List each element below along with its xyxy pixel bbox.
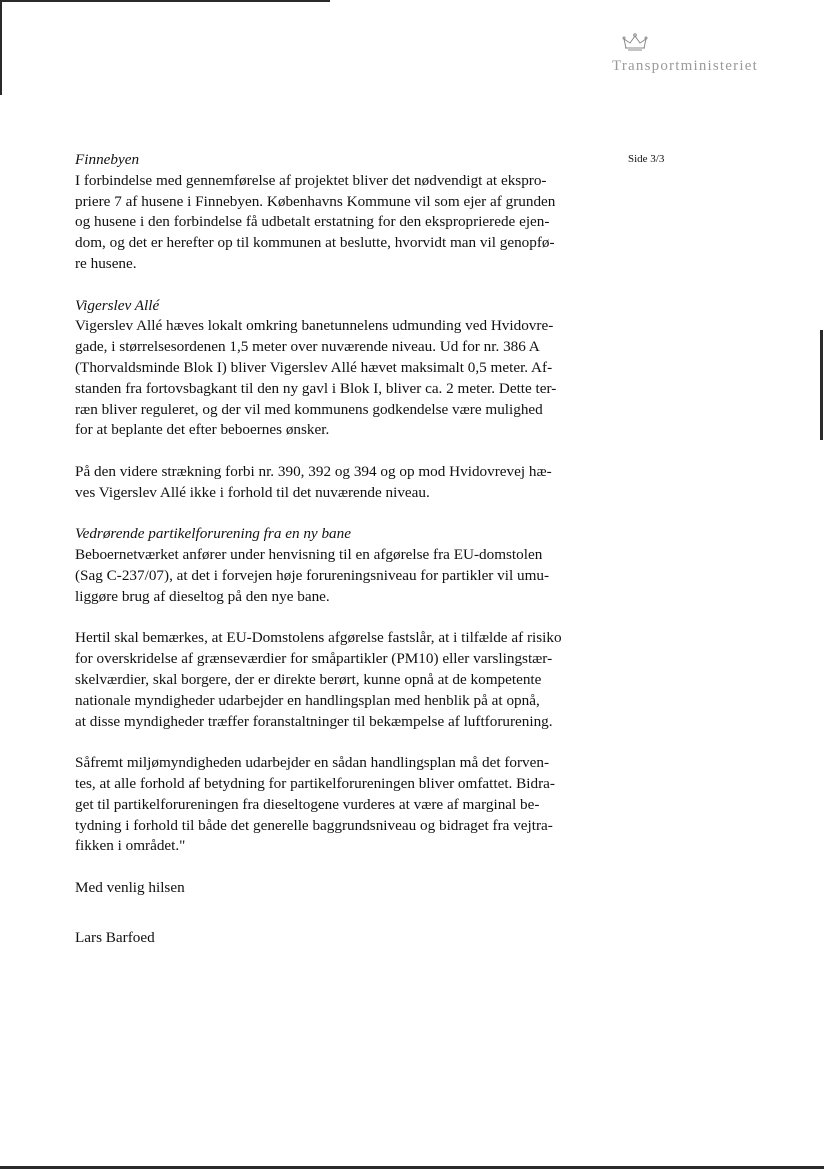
text-line: I forbindelse med gennemførelse af projektet bliver det nødvendigt at ekspro-	[75, 171, 547, 189]
text-line: nationale myndigheder udarbejder en handlingsplan med henblik på at opnå,	[75, 691, 540, 709]
text-line: get til partikelforureningen fra dieseltogene vurderes at være af marginal be-	[75, 795, 540, 813]
text-line: tes, at alle forhold af betydning for partikelforureningen bliver omfattet. Bidra-	[75, 774, 555, 792]
paragraph	[75, 462, 590, 504]
text-line: liggøre brug af dieseltog på den nye bane.	[75, 587, 330, 605]
paragraph	[75, 316, 590, 441]
paragraph	[75, 753, 590, 857]
page-number: Side 3/3	[628, 153, 665, 165]
paragraph	[75, 171, 590, 275]
ministry-name: Transportministeriet	[612, 58, 758, 74]
scan-edge-right	[820, 330, 823, 440]
text-line: Hertil skal bemærkes, at EU-Domstolens afgørelse fastslår, at i tilfælde af risiko	[75, 629, 562, 647]
text-line: ves Vigerslev Allé ikke i forhold til det nuværende niveau.	[75, 483, 430, 501]
text-line: priere 7 af husene i Finnebyen. Københavns Kommune vil som ejer af grunden	[75, 192, 556, 210]
letter-body	[75, 150, 590, 948]
text-line: standen fra fortovsbagkant til den ny gavl i Blok I, bliver ca. 2 meter. Dette ter-	[75, 379, 557, 397]
text-line: at disse myndigheder træffer foranstaltninger til bekæmpelse af luftforurening.	[75, 712, 553, 730]
closing-greeting: Med venlig hilsen	[75, 878, 185, 896]
text-line: ræn bliver reguleret, og der vil med kommunens godkendelse være mulighed	[75, 400, 543, 418]
text-line: (Sag C-237/07), at det i forvejen høje forureningsniveau for partikler vil umu-	[75, 566, 550, 584]
scan-edge-left	[0, 0, 2, 95]
text-line: På den videre strækning forbi nr. 390, 392 og 394 og op mod Hvidovrevej hæ-	[75, 462, 552, 480]
scan-edge-top	[0, 0, 330, 2]
text-line: fikken i området."	[75, 837, 186, 855]
text-line: og husene i den forbindelse få udbetalt erstatning for den eksproprierede ejen-	[75, 213, 550, 231]
text-line: tydning i forhold til både det generelle baggrundsniveau og bidraget fra vejtra-	[75, 816, 553, 834]
paragraph	[75, 628, 590, 732]
text-line: Såfremt miljømyndigheden udarbejder en sådan handlingsplan må det forven-	[75, 754, 550, 772]
text-line: for overskridelse af grænseværdier for småpartikler (PM10) eller varslingstær-	[75, 650, 553, 668]
section-heading: Vedrørende partikelforurening fra en ny bane	[75, 525, 351, 543]
text-line: Vigerslev Allé hæves lokalt omkring banetunnelens udmunding ved Hvidovre-	[75, 317, 554, 335]
text-line: skelværdier, skal borgere, der er direkte berørt, kunne opnå at de kompetente	[75, 670, 542, 688]
section-heading: Finnebyen	[75, 151, 140, 168]
paragraph	[75, 545, 590, 607]
text-line: dom, og det er herefter op til kommunen at beslutte, hvorvidt man vil genopfø-	[75, 234, 555, 252]
text-line: (Thorvaldsminde Blok I) bliver Vigerslev Allé hævet maksimalt 0,5 meter. Af-	[75, 358, 553, 376]
text-line: for at beplante det efter beboernes ønsker.	[75, 421, 330, 439]
text-line: re husene.	[75, 254, 137, 272]
text-line: gade, i størrelsesordenen 1,5 meter over nuværende niveau. Ud for nr. 386 A	[75, 338, 540, 356]
signature-name: Lars Barfoed	[75, 928, 155, 946]
section-heading: Vigerslev Allé	[75, 296, 160, 314]
crown-icon	[622, 32, 648, 52]
text-line: Beboernetværket anfører under henvisning til en afgørelse fra EU-domstolen	[75, 546, 543, 564]
